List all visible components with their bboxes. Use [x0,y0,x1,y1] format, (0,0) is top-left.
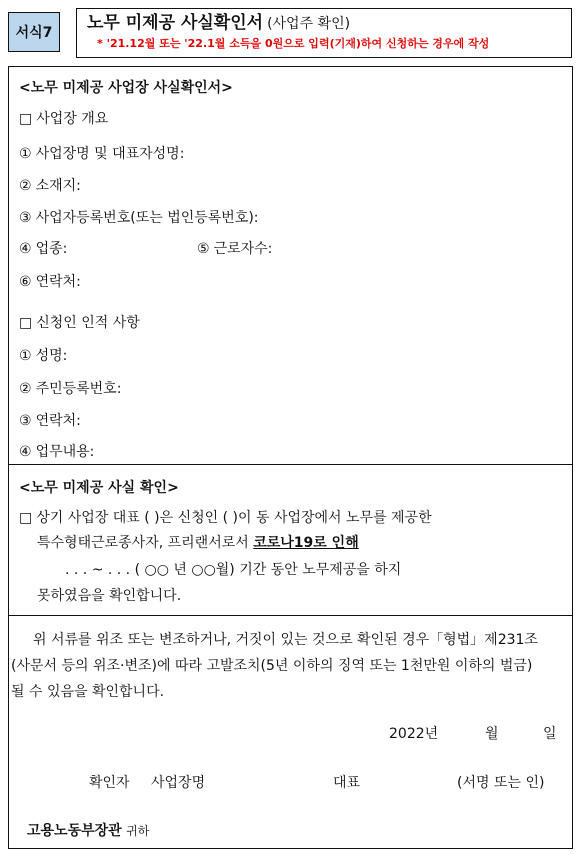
form-title [87,11,561,36]
applicant-item-2 [19,380,121,398]
item-label: 주민등록번호: [35,381,122,397]
workplace-item-5 [197,240,272,258]
confirm-line-2 [37,534,359,552]
applicant-item-3 [19,412,81,430]
checkbox-icon: □ [19,315,33,331]
form-number-badge: 서식7 [8,12,60,52]
confirm-line-2-text: 특수형태근로종사자, 프리랜서로서 [37,535,254,551]
confirm-line-1-text: 상기 사업장 대표 ( )은 신청인 ( )이 동 사업장에서 노무를 제공한 [36,510,432,526]
item-label: 업무내용: [35,444,95,460]
item-label: 성명: [35,348,68,364]
applicant-heading [19,314,140,332]
workplace-name-label: 사업장명 [151,775,206,791]
applicant-item-4 [19,443,94,461]
warning-line-1: 위 서류를 위조 또는 변조하거나, 거짓이 있는 것으로 확인된 경우「형법」제231조 [33,632,538,648]
item-label: 소재지: [35,178,81,194]
form-header [76,8,572,58]
recipient [27,822,149,840]
item-label: 사업자등록번호(또는 법인등록번호): [35,210,259,226]
item-label: 연락처: [35,413,81,429]
section-divider [9,464,572,465]
applicant-heading-text: 신청인 인적 사항 [36,315,140,331]
item-number: ⑤ [197,241,210,257]
item-number: ① [19,146,32,162]
workplace-item-3 [19,209,259,227]
form-note: * '21.12월 또는 '22.1월 소득을 0원으로 입력(기재)하여 신청하는 경우에 작성 [97,37,490,50]
recipient-suffix: 귀하 [126,824,150,838]
item-number: ⑥ [19,274,32,290]
date-year: 2022년 [389,726,439,742]
checkbox-icon: □ [19,111,33,127]
item-label: 사업장명 및 대표자성명: [35,146,185,162]
applicant-item-1 [19,347,67,365]
confirm-line-3: . . . ~ . . . ( ○○ 년 ○○월) 기간 동안 노무제공을 하지 [65,562,402,578]
date-month: 월 [485,726,499,742]
confirmer-label: 확인자 [89,775,130,791]
checkbox-icon: □ [19,510,33,526]
item-label: 근로자수: [213,241,273,257]
warning-line-3: 될 수 있음을 확인합니다. [11,684,165,700]
workplace-item-1 [19,145,184,163]
covid-emphasis: 코로나19로 인해 [253,535,359,551]
item-label: 업종: [35,241,68,257]
representative-label: 대표 [333,775,361,791]
item-number: ③ [19,413,32,429]
workplace-item-6 [19,273,81,291]
workplace-heading [19,110,108,128]
item-number: ① [19,348,32,364]
form-title-text: 노무 미제공 사실확인서 [87,13,264,33]
confirm-line-4: 못하였음을 확인합니다. [37,588,182,604]
item-number: ④ [19,444,32,460]
item-number: ② [19,381,32,397]
workplace-item-4 [19,240,67,258]
item-number: ② [19,178,32,194]
workplace-heading-text: 사업장 개요 [36,111,109,127]
date-day: 일 [543,726,557,742]
section1-title: <노무 미제공 사업장 사실확인서> [19,80,233,96]
confirm-line-1 [19,509,432,527]
signature-label: (서명 또는 인) [457,775,545,791]
section2-title: <노무 미제공 사실 확인> [19,480,179,496]
workplace-item-2 [19,177,81,195]
form-frame [8,66,573,849]
form-subtitle: (사업주 확인) [267,16,351,32]
item-label: 연락처: [35,274,81,290]
section-divider [9,615,572,616]
item-number: ④ [19,241,32,257]
warning-line-2: (사문서 등의 위조·변조)에 따라 고발조치(5년 이하의 징역 또는 1천만원 이하의 벌금) [11,658,533,674]
recipient-name: 고용노동부장관 [27,823,122,839]
item-number: ③ [19,210,32,226]
